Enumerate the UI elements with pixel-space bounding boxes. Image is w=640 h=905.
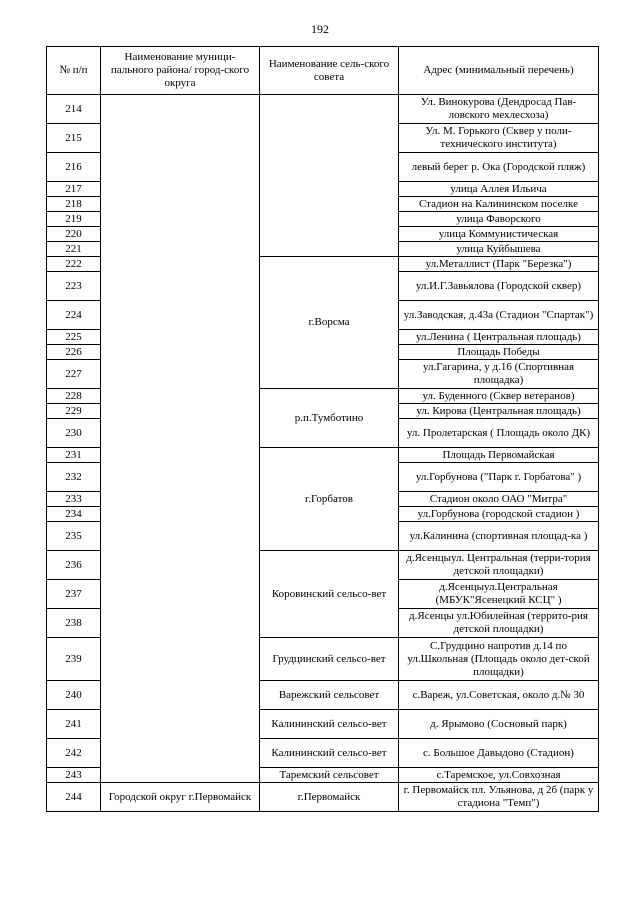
row-number: 230 [47,419,101,448]
address-cell: ул.Калинина (спортивная площад-ка ) [399,522,599,551]
address-cell: С.Грудцино напротив д.14 по ул.Школьная (Площадь около дет-ской площадки) [399,638,599,681]
council-cell: Калининский сельсо-вет [260,710,399,739]
district-cell: Городской округ г.Первомайск [101,783,260,812]
row-number: 226 [47,345,101,360]
council-cell: Грудцинский сельсо-вет [260,638,399,681]
address-cell: ул. Буденного (Сквер ветеранов) [399,389,599,404]
address-cell: улица Фаворского [399,212,599,227]
row-number: 243 [47,768,101,783]
address-cell: Стадион около ОАО "Митра" [399,492,599,507]
address-cell: г. Первомайск пл. Ульянова, д 2б (парк у стадиона "Темп") [399,783,599,812]
row-number: 233 [47,492,101,507]
row-number: 217 [47,182,101,197]
table-row [47,783,599,812]
header-district: Наименование муници-пального района/ город-ского округа [101,47,260,95]
council-cell: Таремский сельсовет [260,768,399,783]
row-number: 236 [47,551,101,580]
address-cell: улица Аллея Ильича [399,182,599,197]
row-number: 220 [47,227,101,242]
address-cell: д.Ясенцыул.Центральная (МБУК"Ясенецкий КСЦ" ) [399,580,599,609]
council-cell: г.Первомайск [260,783,399,812]
row-number: 232 [47,463,101,492]
council-cell: р.п.Тумботино [260,389,399,448]
sports-venues-table [46,46,599,812]
address-cell: ул. Пролетарская ( Площадь около ДК) [399,419,599,448]
row-number: 242 [47,739,101,768]
council-cell: Коровинский сельсо-вет [260,551,399,638]
address-cell: ул.Горбунова (городской стадион ) [399,507,599,522]
address-cell: ул.И.Г.Завьялова (Городской сквер) [399,272,599,301]
row-number: 241 [47,710,101,739]
address-cell: с.Таремское, ул.Совхозная [399,768,599,783]
address-cell: ул. Кирова (Центральная площадь) [399,404,599,419]
address-cell: улица Коммунистическая [399,227,599,242]
address-cell: Площадь Победы [399,345,599,360]
address-cell: Ул. Винокурова (Дендросад Пав-ловского мехлесхоза) [399,95,599,124]
row-number: 229 [47,404,101,419]
row-number: 238 [47,609,101,638]
header-council: Наименование сель-ского совета [260,47,399,95]
row-number: 225 [47,330,101,345]
address-cell: ул.Гагарина, у д.16 (Спортивная площадка) [399,360,599,389]
row-number: 244 [47,783,101,812]
council-cell-empty [260,95,399,257]
table-header-row [47,47,599,95]
council-cell: Калининский сельсо-вет [260,739,399,768]
address-cell: левый берег р. Ока (Городской пляж) [399,153,599,182]
address-cell: улица Куйбышева [399,242,599,257]
address-cell: с. Большое Давыдово (Стадион) [399,739,599,768]
row-number: 235 [47,522,101,551]
row-number: 231 [47,448,101,463]
address-cell: с.Вареж, ул.Советская, около д.№ 30 [399,681,599,710]
address-cell: Ул. М. Горького (Сквер у поли-технического института) [399,124,599,153]
address-cell: д.Ясенцы ул.Юбилейная (террито-рия детской площадки) [399,609,599,638]
council-cell: г.Горбатов [260,448,399,551]
row-number: 228 [47,389,101,404]
address-cell: д.Ясенцыул. Центральная (терри-тория детской площадки) [399,551,599,580]
council-cell: Варежский сельсовет [260,681,399,710]
row-number: 227 [47,360,101,389]
address-cell: ул.Ленина ( Центральная площадь) [399,330,599,345]
row-number: 221 [47,242,101,257]
header-address: Адрес (минимальный перечень) [399,47,599,95]
table-row [47,95,599,124]
row-number: 224 [47,301,101,330]
row-number: 237 [47,580,101,609]
row-number: 215 [47,124,101,153]
row-number: 218 [47,197,101,212]
address-cell: ул.Заводская, д.43а (Стадион "Спартак") [399,301,599,330]
council-cell: г.Ворсма [260,257,399,389]
row-number: 234 [47,507,101,522]
header-num: № п/п [47,47,101,95]
address-cell: Площадь Первомайская [399,448,599,463]
row-number: 214 [47,95,101,124]
row-number: 223 [47,272,101,301]
address-cell: ул.Металлист (Парк "Березка") [399,257,599,272]
row-number: 222 [47,257,101,272]
page-number: 192 [311,22,329,36]
row-number: 219 [47,212,101,227]
district-cell-empty [101,95,260,783]
address-cell: Стадион на Калининском поселке [399,197,599,212]
address-cell: ул.Горбунова ("Парк г. Горбатова" ) [399,463,599,492]
row-number: 216 [47,153,101,182]
row-number: 240 [47,681,101,710]
address-cell: д. Ярымово (Сосновый парк) [399,710,599,739]
row-number: 239 [47,638,101,681]
